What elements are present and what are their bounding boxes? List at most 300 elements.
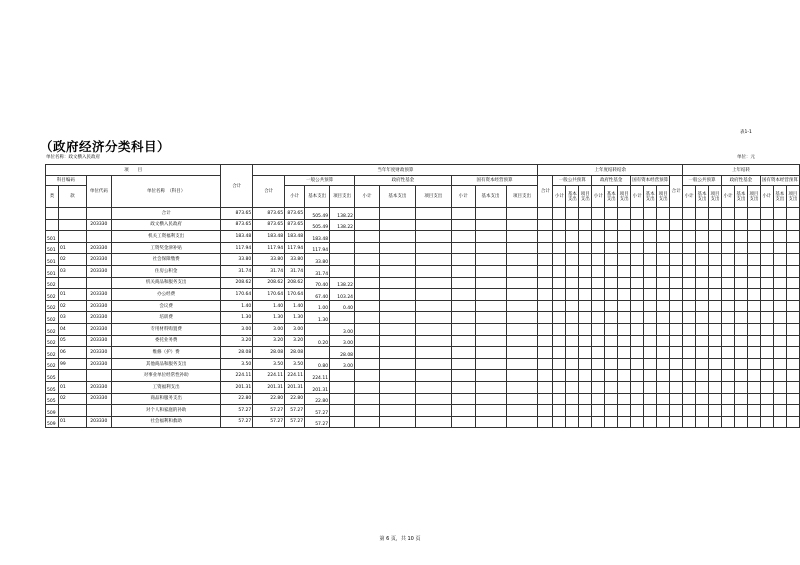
gb-project-cell	[330, 242, 355, 254]
p1-basic: 基本支出	[566, 186, 579, 208]
empty-cell	[506, 370, 538, 382]
empty-cell	[670, 405, 683, 417]
empty-cell	[579, 289, 592, 301]
empty-cell	[379, 358, 415, 370]
empty-cell	[379, 254, 415, 266]
empty-cell	[721, 300, 734, 312]
empty-cell	[553, 370, 566, 382]
empty-cell	[506, 405, 538, 417]
gb-project-cell	[330, 416, 355, 428]
empty-cell	[592, 219, 605, 231]
gb-project-cell	[330, 231, 355, 243]
empty-cell	[696, 289, 709, 301]
unit-name-cell: 社会保障缴费	[111, 254, 221, 266]
empty-cell	[579, 208, 592, 220]
empty-cell	[773, 254, 786, 266]
unit-code	[86, 405, 111, 417]
empty-cell	[734, 219, 747, 231]
gb-subtotal-cell: 170.64	[285, 289, 305, 301]
empty-cell	[451, 312, 475, 324]
empty-cell	[734, 300, 747, 312]
empty-cell	[696, 393, 709, 405]
empty-cell	[566, 393, 579, 405]
empty-cell	[760, 300, 773, 312]
empty-cell	[605, 416, 618, 428]
empty-cell	[644, 208, 657, 220]
empty-cell	[721, 405, 734, 417]
empty-cell	[592, 242, 605, 254]
empty-cell	[696, 416, 709, 428]
last-total-header: 合计	[670, 176, 683, 208]
gb-project-cell: 3.00	[330, 335, 355, 347]
empty-cell	[747, 416, 760, 428]
empty-cell	[734, 277, 747, 289]
empty-cell	[760, 242, 773, 254]
table-row	[46, 323, 800, 335]
empty-cell	[618, 347, 631, 359]
gb-project-cell: 28.08	[330, 347, 355, 359]
empty-cell	[451, 370, 475, 382]
empty-cell	[709, 393, 722, 405]
empty-cell	[721, 231, 734, 243]
empty-cell	[760, 289, 773, 301]
empty-cell	[721, 254, 734, 266]
empty-cell	[786, 277, 799, 289]
empty-cell	[553, 254, 566, 266]
empty-cell	[721, 289, 734, 301]
empty-cell	[773, 208, 786, 220]
empty-cell	[657, 312, 670, 324]
empty-cell	[579, 277, 592, 289]
empty-cell	[592, 323, 605, 335]
empty-cell	[618, 370, 631, 382]
empty-cell	[355, 358, 380, 370]
empty-cell	[553, 335, 566, 347]
table-row	[46, 381, 800, 393]
empty-cell	[553, 381, 566, 393]
last-state-capital-header: 国有资本经营预算	[760, 176, 799, 186]
gb-basic-cell: 70.40	[305, 277, 330, 289]
empty-cell	[773, 393, 786, 405]
empty-cell	[506, 265, 538, 277]
empty-cell	[683, 405, 696, 417]
empty-cell	[631, 381, 644, 393]
empty-cell	[760, 254, 773, 266]
unit-code	[86, 231, 111, 243]
gf-project-header: 项目支出	[415, 186, 451, 208]
empty-cell	[709, 370, 722, 382]
empty-cell	[579, 347, 592, 359]
empty-cell	[709, 405, 722, 417]
unit-code: 203330	[86, 300, 111, 312]
empty-cell	[379, 347, 415, 359]
empty-cell	[553, 347, 566, 359]
empty-cell	[618, 381, 631, 393]
empty-cell	[773, 323, 786, 335]
gb-subtotal-cell: 183.48	[285, 231, 305, 243]
empty-cell	[451, 208, 475, 220]
empty-cell	[379, 335, 415, 347]
gb-subtotal-cell: 3.00	[285, 323, 305, 335]
total-cell: 224.11	[221, 370, 253, 382]
empty-cell	[644, 358, 657, 370]
empty-cell	[592, 277, 605, 289]
empty-cell	[721, 335, 734, 347]
empty-cell	[657, 323, 670, 335]
empty-cell	[415, 358, 451, 370]
empty-cell	[773, 347, 786, 359]
empty-cell	[773, 289, 786, 301]
empty-cell	[475, 300, 506, 312]
gb-subtotal-cell: 33.80	[285, 254, 305, 266]
subject-lei: 505	[46, 381, 59, 393]
empty-cell	[538, 381, 553, 393]
empty-cell	[709, 323, 722, 335]
empty-cell	[773, 405, 786, 417]
gb-project-cell	[330, 393, 355, 405]
empty-cell	[631, 405, 644, 417]
empty-cell	[670, 335, 683, 347]
gb-basic-cell: 1.00	[305, 300, 330, 312]
empty-cell	[786, 265, 799, 277]
table-row	[46, 254, 800, 266]
empty-cell	[631, 254, 644, 266]
total-cell: 1.40	[221, 300, 253, 312]
empty-cell	[618, 323, 631, 335]
empty-cell	[683, 323, 696, 335]
empty-cell	[747, 277, 760, 289]
empty-cell	[773, 300, 786, 312]
current-total-cell: 1.40	[253, 300, 285, 312]
gb-basic-cell: 1.30	[305, 312, 330, 324]
subject-lei: 501	[46, 265, 59, 277]
empty-cell	[760, 405, 773, 417]
empty-cell	[657, 265, 670, 277]
currency-unit: 单位：元	[737, 155, 755, 160]
empty-cell	[506, 347, 538, 359]
empty-cell	[670, 219, 683, 231]
empty-cell	[475, 358, 506, 370]
empty-cell	[379, 219, 415, 231]
empty-cell	[696, 405, 709, 417]
last-year-header: 上年结转	[683, 165, 800, 176]
table-row	[46, 358, 800, 370]
subject-kuan: 03	[58, 312, 86, 324]
table-row	[46, 242, 800, 254]
p3-basic: 基本支出	[644, 186, 657, 208]
empty-cell	[696, 277, 709, 289]
empty-cell	[592, 358, 605, 370]
unit-name-cell: 培训费	[111, 312, 221, 324]
table-number: 表1-1	[740, 130, 752, 135]
empty-cell	[605, 219, 618, 231]
empty-cell	[747, 300, 760, 312]
empty-cell	[538, 335, 553, 347]
empty-cell	[786, 208, 799, 220]
empty-cell	[379, 242, 415, 254]
current-total-cell: 3.50	[253, 358, 285, 370]
empty-cell	[760, 416, 773, 428]
empty-cell	[683, 381, 696, 393]
unit-code: 203330	[86, 312, 111, 324]
empty-cell	[415, 242, 451, 254]
empty-cell	[696, 370, 709, 382]
empty-cell	[538, 289, 553, 301]
empty-cell	[670, 289, 683, 301]
empty-cell	[566, 300, 579, 312]
empty-cell	[566, 242, 579, 254]
table-row	[46, 416, 800, 428]
empty-cell	[506, 254, 538, 266]
empty-cell	[579, 219, 592, 231]
empty-cell	[451, 416, 475, 428]
subject-kuan	[58, 208, 86, 220]
total-cell: 28.08	[221, 347, 253, 359]
empty-cell	[506, 289, 538, 301]
empty-cell	[773, 231, 786, 243]
empty-cell	[451, 405, 475, 417]
gb-basic-cell: 0.20	[305, 335, 330, 347]
empty-cell	[618, 219, 631, 231]
empty-cell	[355, 323, 380, 335]
current-total-cell: 873.65	[253, 208, 285, 220]
empty-cell	[618, 335, 631, 347]
empty-cell	[475, 405, 506, 417]
empty-cell	[355, 370, 380, 382]
subject-lei: 502	[46, 289, 59, 301]
empty-cell	[355, 208, 380, 220]
gb-subtotal-cell: 57.27	[285, 416, 305, 428]
empty-cell	[773, 265, 786, 277]
header-row-1	[46, 165, 800, 176]
empty-cell	[538, 347, 553, 359]
subject-lei: 505	[46, 393, 59, 405]
empty-cell	[709, 277, 722, 289]
empty-cell	[670, 265, 683, 277]
empty-cell	[355, 393, 380, 405]
unit-code: 203330	[86, 219, 111, 231]
unit-name-cell: 工资奖金津补贴	[111, 242, 221, 254]
header-row-2	[46, 176, 800, 186]
l2-project: 项目支出	[747, 186, 760, 208]
unit-name-cell: 社会福利和救助	[111, 416, 221, 428]
empty-cell	[747, 393, 760, 405]
empty-cell	[631, 347, 644, 359]
gb-project-cell: 3.00	[330, 323, 355, 335]
empty-cell	[747, 289, 760, 301]
empty-cell	[538, 254, 553, 266]
empty-cell	[670, 416, 683, 428]
subject-kuan: 03	[58, 265, 86, 277]
empty-cell	[538, 405, 553, 417]
empty-cell	[670, 323, 683, 335]
empty-cell	[506, 231, 538, 243]
last-general-header: 一般公共预算	[683, 176, 722, 186]
p2-sub: 小计	[592, 186, 605, 208]
empty-cell	[631, 300, 644, 312]
empty-cell	[734, 265, 747, 277]
empty-cell	[696, 347, 709, 359]
empty-cell	[631, 208, 644, 220]
gb-project-cell: 0.40	[330, 300, 355, 312]
empty-cell	[786, 231, 799, 243]
empty-cell	[657, 219, 670, 231]
empty-cell	[683, 358, 696, 370]
empty-cell	[709, 300, 722, 312]
empty-cell	[786, 393, 799, 405]
gb-project-cell	[330, 254, 355, 266]
prev-gov-fund-header: 政府性基金	[592, 176, 631, 186]
gov-fund-header: 政府性基金	[355, 176, 452, 186]
empty-cell	[657, 393, 670, 405]
current-year-header: 当年年度财政预算	[253, 165, 538, 176]
empty-cell	[747, 219, 760, 231]
gb-basic-header: 基本支出	[305, 186, 330, 208]
empty-cell	[475, 254, 506, 266]
empty-cell	[592, 289, 605, 301]
total-cell: 57.27	[221, 416, 253, 428]
empty-cell	[566, 381, 579, 393]
current-total-cell: 57.27	[253, 405, 285, 417]
empty-cell	[475, 208, 506, 220]
empty-cell	[379, 265, 415, 277]
empty-cell	[506, 219, 538, 231]
empty-cell	[696, 208, 709, 220]
empty-cell	[605, 254, 618, 266]
empty-cell	[553, 300, 566, 312]
empty-cell	[355, 277, 380, 289]
gb-basic-cell: 224.11	[305, 370, 330, 382]
empty-cell	[538, 300, 553, 312]
empty-cell	[355, 381, 380, 393]
empty-cell	[734, 335, 747, 347]
empty-cell	[709, 254, 722, 266]
current-total-cell: 28.08	[253, 347, 285, 359]
empty-cell	[631, 219, 644, 231]
empty-cell	[355, 219, 380, 231]
empty-cell	[379, 323, 415, 335]
empty-cell	[451, 289, 475, 301]
empty-cell	[644, 335, 657, 347]
empty-cell	[631, 289, 644, 301]
empty-cell	[631, 277, 644, 289]
unit-name-cell: 对个人和家庭的补助	[111, 405, 221, 417]
empty-cell	[670, 370, 683, 382]
empty-cell	[709, 242, 722, 254]
empty-cell	[415, 323, 451, 335]
subject-kuan	[58, 231, 86, 243]
gb-subtotal-cell: 3.20	[285, 335, 305, 347]
empty-cell	[670, 381, 683, 393]
unit-name-cell: 会议费	[111, 300, 221, 312]
empty-cell	[786, 381, 799, 393]
empty-cell	[631, 231, 644, 243]
empty-cell	[605, 358, 618, 370]
empty-cell	[696, 242, 709, 254]
empty-cell	[592, 347, 605, 359]
empty-cell	[618, 416, 631, 428]
empty-cell	[721, 219, 734, 231]
gf-basic-header: 基本支出	[379, 186, 415, 208]
current-total-cell: 3.20	[253, 335, 285, 347]
current-total-cell: 117.94	[253, 242, 285, 254]
unit-name-cell: 住房公积金	[111, 265, 221, 277]
empty-cell	[747, 381, 760, 393]
unit-code: 203330	[86, 381, 111, 393]
empty-cell	[538, 277, 553, 289]
total-cell: 170.64	[221, 289, 253, 301]
gb-project-cell	[330, 381, 355, 393]
subject-lei: 502	[46, 277, 59, 289]
empty-cell	[566, 254, 579, 266]
empty-cell	[475, 370, 506, 382]
empty-cell	[773, 335, 786, 347]
empty-cell	[475, 265, 506, 277]
current-total-cell: 183.48	[253, 231, 285, 243]
p2-basic: 基本支出	[605, 186, 618, 208]
l2-basic: 基本支出	[734, 186, 747, 208]
empty-cell	[379, 312, 415, 324]
empty-cell	[592, 312, 605, 324]
empty-cell	[760, 277, 773, 289]
empty-cell	[592, 335, 605, 347]
empty-cell	[579, 393, 592, 405]
empty-cell	[566, 231, 579, 243]
empty-cell	[566, 405, 579, 417]
unit-name-cell: 工资福利支出	[111, 381, 221, 393]
subject-kuan: 01	[58, 381, 86, 393]
subject-kuan: 02	[58, 300, 86, 312]
empty-cell	[721, 347, 734, 359]
empty-cell	[415, 405, 451, 417]
empty-cell	[618, 231, 631, 243]
empty-cell	[631, 312, 644, 324]
empty-cell	[747, 242, 760, 254]
item-header: 项 目	[46, 165, 221, 176]
empty-cell	[451, 381, 475, 393]
empty-cell	[734, 347, 747, 359]
table-row	[46, 289, 800, 301]
gb-project-cell: 138.22	[330, 277, 355, 289]
empty-cell	[475, 381, 506, 393]
subject-kuan: 02	[58, 393, 86, 405]
unit-name-cell: 专用材料购置费	[111, 323, 221, 335]
gb-subtotal-cell: 117.94	[285, 242, 305, 254]
empty-cell	[538, 323, 553, 335]
empty-cell	[451, 265, 475, 277]
subject-kuan: 02	[58, 254, 86, 266]
current-total-cell: 31.74	[253, 265, 285, 277]
empty-cell	[747, 335, 760, 347]
empty-cell	[709, 358, 722, 370]
empty-cell	[747, 358, 760, 370]
empty-cell	[415, 381, 451, 393]
empty-cell	[506, 393, 538, 405]
gb-basic-cell: 22.80	[305, 393, 330, 405]
empty-cell	[657, 358, 670, 370]
empty-cell	[592, 265, 605, 277]
empty-cell	[786, 219, 799, 231]
empty-cell	[592, 405, 605, 417]
empty-cell	[657, 242, 670, 254]
empty-cell	[553, 312, 566, 324]
gb-basic-cell: 31.74	[305, 265, 330, 277]
empty-cell	[760, 219, 773, 231]
empty-cell	[415, 370, 451, 382]
empty-cell	[475, 231, 506, 243]
gb-subtotal-header: 小计	[285, 186, 305, 208]
empty-cell	[631, 416, 644, 428]
